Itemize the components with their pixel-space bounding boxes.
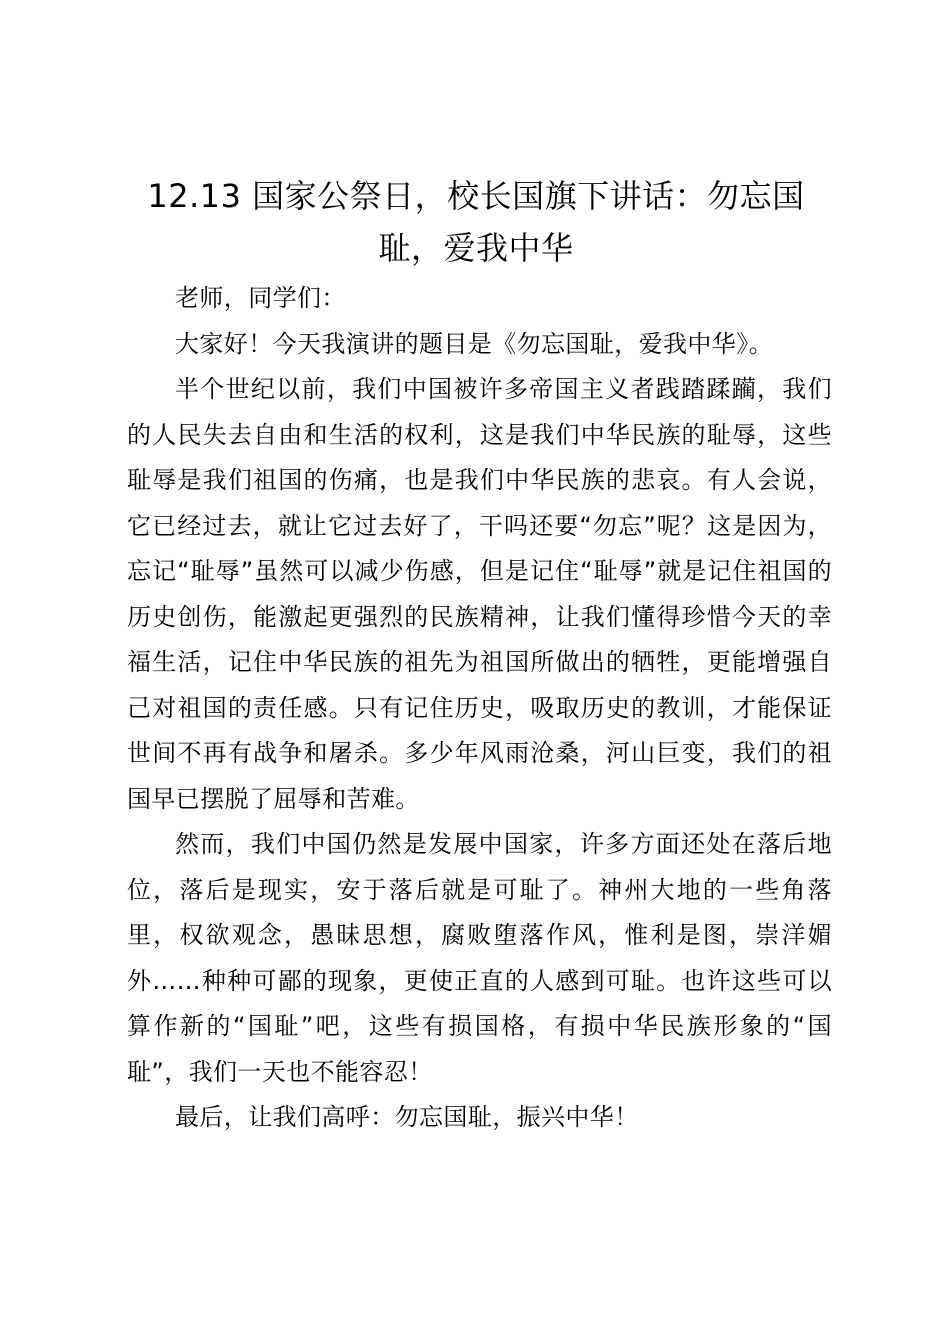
present-paragraph: 然而，我们中国仍然是发展中国家，许多方面还处在落后地位，落后是现实，安于落后就是可耻了。神州大地的一些角落里，权欲观念，愚昧思想，腐败堕落作风，惟利是图，崇洋媚外……种种可鄙的现象，更使正直的人感到可耻。也许这些可以算作新的“国耻”吧，这些有损国格，有损中华民族形象的“国耻”，我们一天也不能容忍！	[127, 830, 832, 1086]
closing-paragraph: 最后，让我们高呼：勿忘国耻，振兴中华！	[175, 1103, 639, 1131]
document-body	[127, 276, 832, 1141]
salutation: 老师，同学们：	[175, 284, 346, 312]
greeting-paragraph: 大家好！今天我演讲的题目是《勿忘国耻，爱我中华》。	[175, 329, 773, 358]
history-paragraph: 半个世纪以前，我们中国被许多帝国主义者践踏蹂躏，我们的人民失去自由和生活的权利，这是我们中华民族的耻辱，这些耻辱是我们祖国的伤痛，也是我们中华民族的悲哀。有人会说，它已经过去，就让它过去好了，干吗还要“勿忘”呢？这是因为，忘记“耻辱”虽然可以减少伤感，但是记住“耻辱”就是记住祖国的历史创伤，能激起更强烈的民族精神，让我们懂得珍惜今天的幸福生活，记住中华民族的祖先为祖国所做出的牺牲，更能增强自己对祖国的责任感。只有记住历史，吸取历史的教训，才能保证世间不再有战争和屠杀。多少年风雨沧桑，河山巨变，我们的祖国早已摆脱了屈辱和苦难。	[127, 375, 832, 813]
document-title: 12.13 国家公祭日，校长国旗下讲话：勿忘国耻，爱我中华	[147, 177, 805, 267]
